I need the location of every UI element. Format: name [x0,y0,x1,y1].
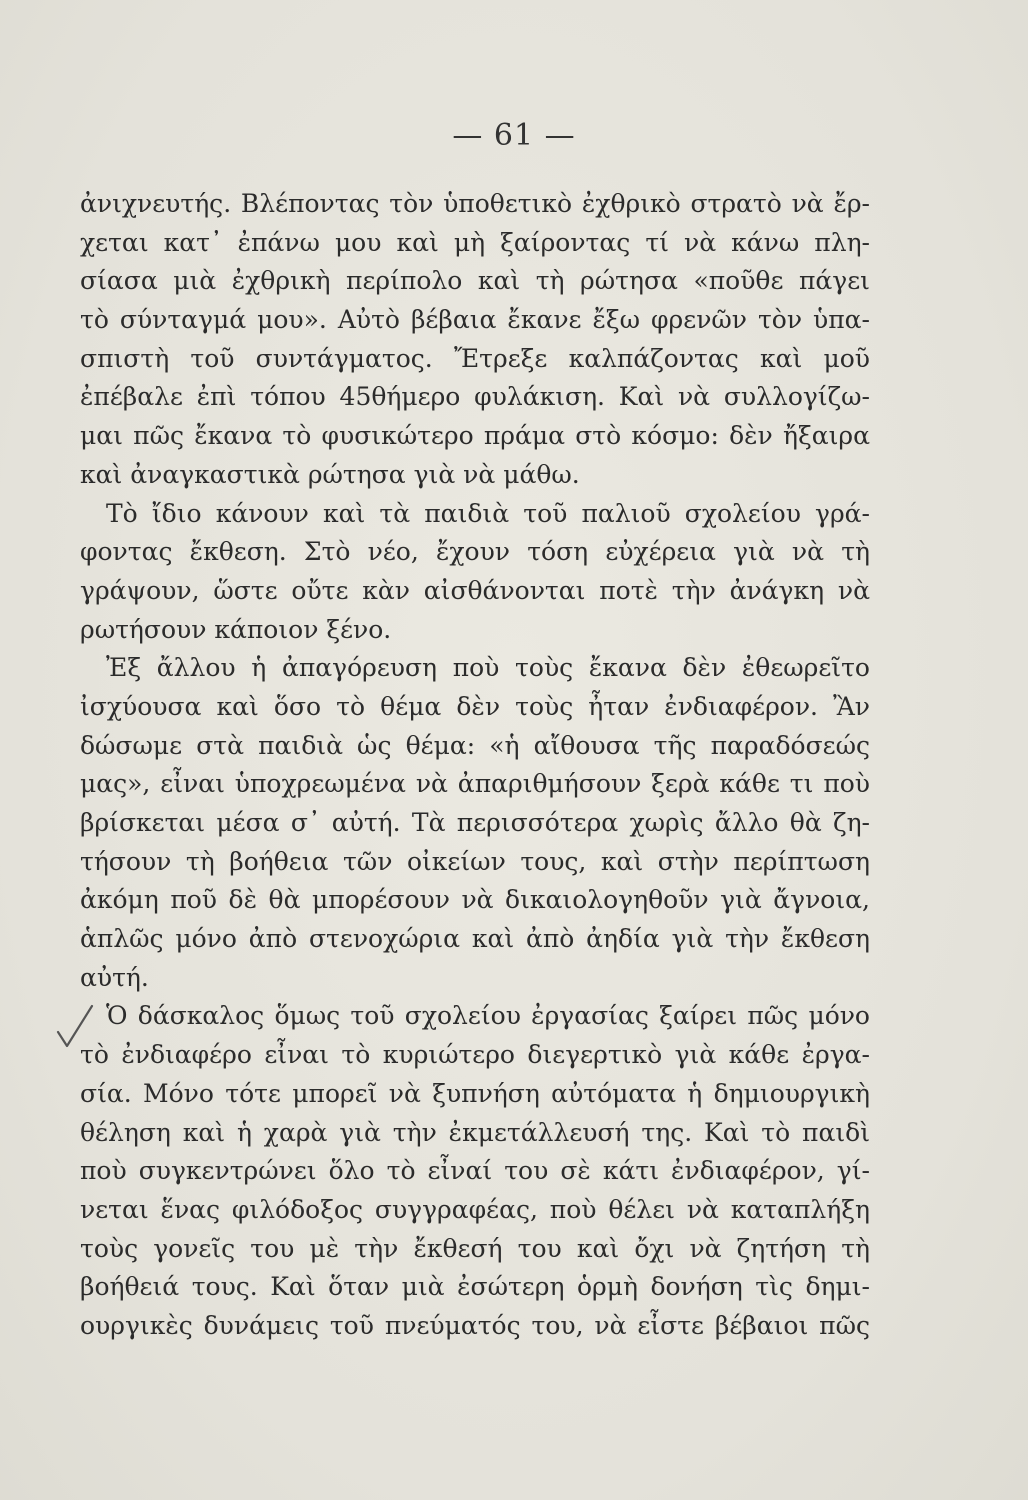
page-number: — 61 — [452,118,576,153]
text-line: τήσουν τὴ βοήθεια τῶν οἰκείων τους, καὶ στὴν περίπτωση [80,846,870,876]
text-line: βρίσκεται μέσα σ᾿ αὐτή. Τὰ περισσότερα χωρὶς ἄλλο θὰ ζη- [80,808,870,837]
text-line: βοήθειά τους. Καὶ ὅταν μιὰ ἐσώτερη ὁρμὴ δονήση τὶς δημι- [80,1272,870,1302]
text-line: Ὁ δάσκαλος ὅμως τοῦ σχολείου ἐργασίας ξαίρει πῶς μόνο [106,1001,870,1031]
text-line: τὸ σύνταγμά μου». Αὐτὸ βέβαια ἔκανε ἔξω φρενῶν τὸν ὑπα- [80,305,870,335]
text-line: Τὸ ἴδιο κάνουν καὶ τὰ παιδιὰ τοῦ παλιοῦ σχολείου γρά- [106,498,870,528]
text-line: ἐπέβαλε ἐπὶ τόπου 45θήμερο φυλάκιση. Καὶ νὰ συλλογίζω- [80,382,870,412]
text-line: Ἐξ ἄλλου ἡ ἀπαγόρευση ποὺ τοὺς ἔκανα δὲν ἐθεωρεῖτο [106,653,870,683]
text-line: ἰσχύουσα καὶ ὅσο τὸ θέμα δὲν τοὺς ἦταν ἐνδιαφέρον. Ἂν [80,691,870,721]
text-line: ρωτήσουν κάποιον ξένο. [80,614,392,644]
text-line: νεται ἕνας φιλόδοξος συγγραφέας, ποὺ θέλει νὰ καταπλήξη [80,1194,870,1224]
body-text [80,185,870,1346]
text-line: γράψουν, ὥστε οὔτε κὰν αἰσθάνονται ποτὲ τὴν ἀνάγκη νὰ [80,575,870,605]
text-line: χεται κατ᾿ ἐπάνω μου καὶ μὴ ξαίροντας τί νὰ κάνω πλη- [80,227,870,257]
text-line: φοντας ἔκθεση. Στὸ νέο, ἔχουν τόση εὐχέρεια γιὰ νὰ τὴ [80,537,870,567]
text-line: ἁπλῶς μόνο ἀπὸ στενοχώρια καὶ ἀπὸ ἀηδία γιὰ τὴν ἔκθεση [80,924,870,954]
text-line: τὸ ἐνδιαφέρο εἶναι τὸ κυριώτερο διεγερτικὸ γιὰ κάθε ἐργα- [80,1040,870,1070]
text-line: ποὺ συγκεντρώνει ὅλο τὸ εἶναί του σὲ κάτι ἐνδιαφέρον, γί- [80,1156,870,1186]
text-line: θέληση καὶ ἡ χαρὰ γιὰ τὴν ἐκμετάλλευσή της. Καὶ τὸ παιδὶ [80,1117,870,1147]
text-line: μας», εἶναι ὑποχρεωμένα νὰ ἀπαριθμήσουν ξερὰ κάθε τι ποὺ [80,769,870,799]
text-line: ἀνιχνευτής. Βλέποντας τὸν ὑποθετικὸ ἐχθρικὸ στρατὸ νὰ ἔρ- [80,189,870,218]
text-line: σίασα μιὰ ἐχθρικὴ περίπολο καὶ τὴ ρώτησα «ποῦθε πάγει [80,266,870,296]
text-line: μαι πῶς ἔκανα τὸ φυσικώτερο πράμα στὸ κόσμο: δὲν ἤξαιρα [80,421,870,451]
text-line: δώσωμε στὰ παιδιὰ ὡς θέμα: «ἡ αἴθουσα τῆς παραδόσεώς [80,730,870,760]
text-line: τοὺς γονεῖς του μὲ τὴν ἔκθεσή του καὶ ὄχι νὰ ζητήση τὴ [80,1233,870,1263]
text-line: ἀκόμη ποῦ δὲ θὰ μπορέσουν νὰ δικαιολογηθοῦν γιὰ ἄγνοια, [80,885,870,915]
text-line: αὐτή. [80,962,149,992]
text-line: ουργικὲς δυνάμεις τοῦ πνεύματός του, νὰ εἶστε βέβαιοι πῶς [80,1310,870,1340]
text-line: σπιστὴ τοῦ συντάγματος. Ἔτρεξε καλπάζοντας καὶ μοῦ [80,343,870,373]
text-line: καὶ ἀναγκαστικὰ ρώτησα γιὰ νὰ μάθω. [80,459,580,489]
text-line: σία. Μόνο τότε μπορεῖ νὰ ξυπνήση αὐτόματα ἡ δημιουργικὴ [80,1078,870,1108]
